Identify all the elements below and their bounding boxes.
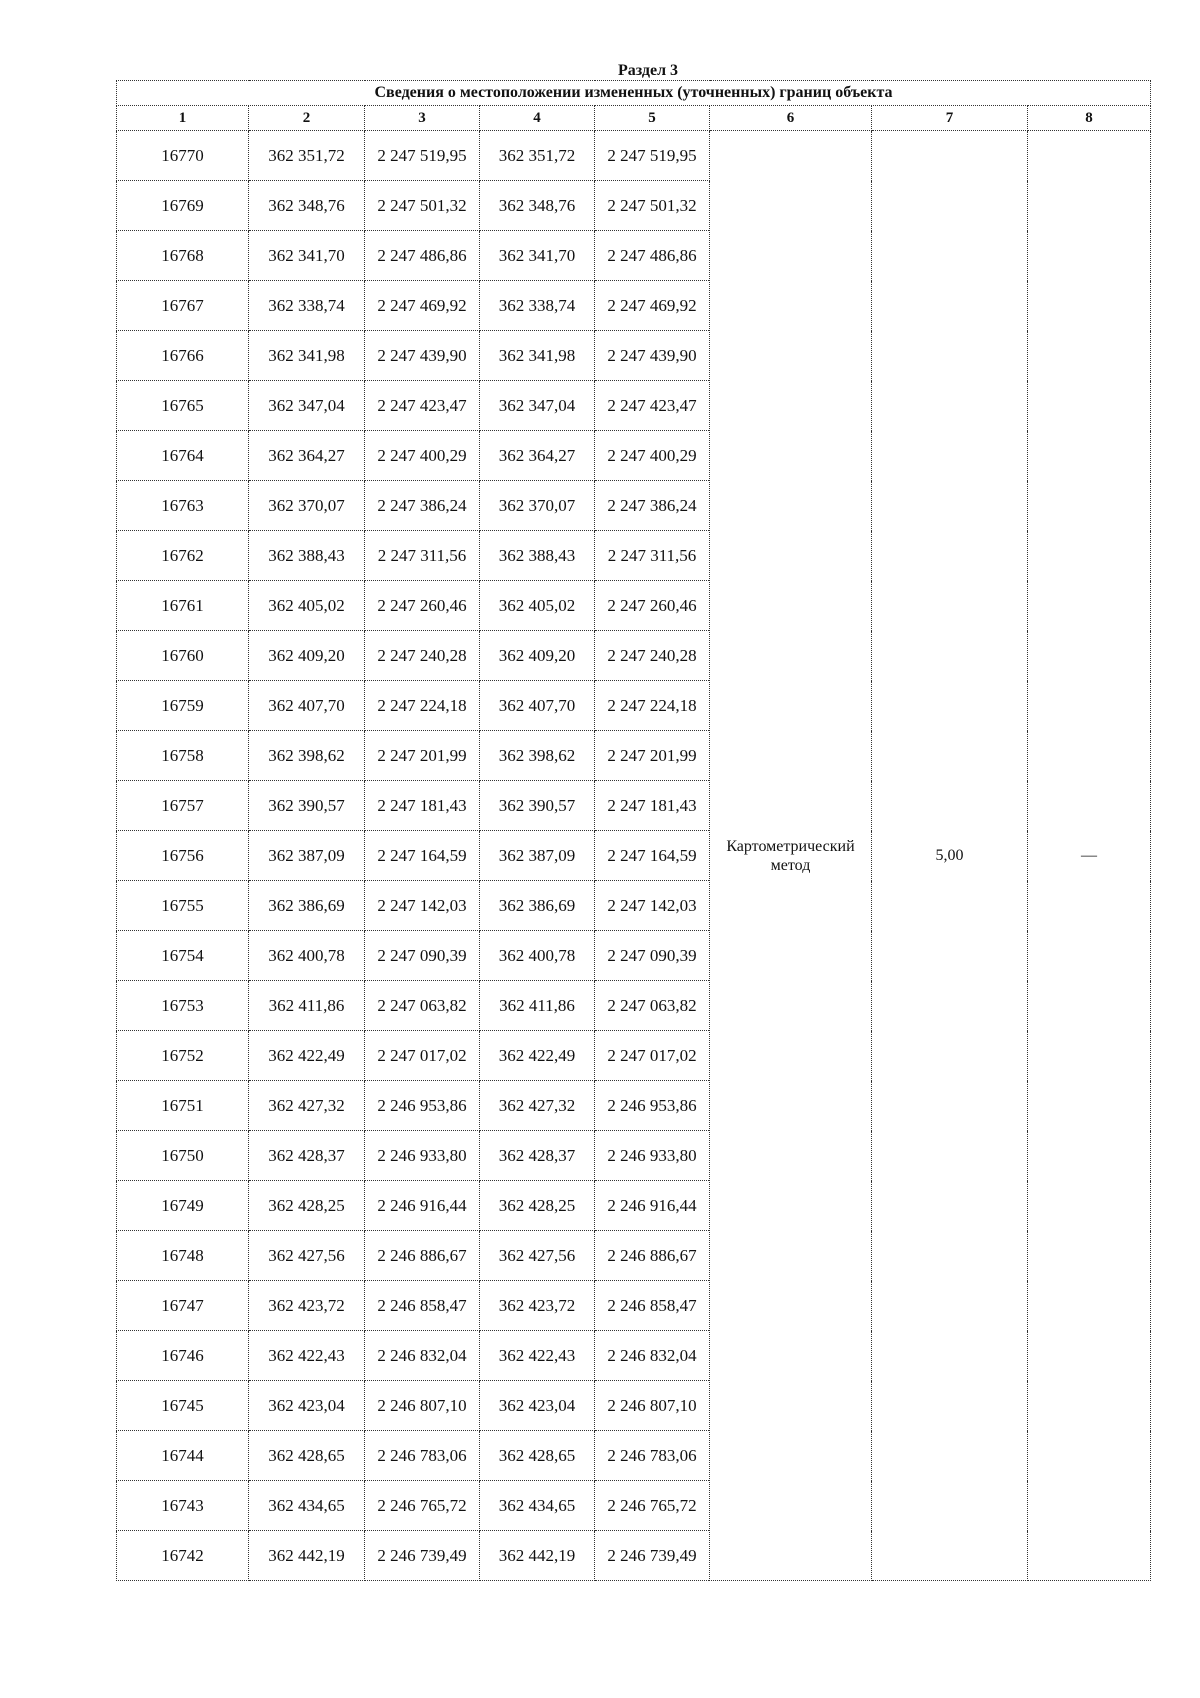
y-coordinate-cell: 2 247 017,02 xyxy=(595,1031,710,1081)
y-coordinate-cell: 2 247 469,92 xyxy=(365,281,480,331)
column-number: 5 xyxy=(595,106,710,131)
x-coordinate-cell: 362 370,07 xyxy=(249,481,365,531)
section-title: Раздел 3 xyxy=(617,62,679,79)
x-coordinate-cell: 362 387,09 xyxy=(249,831,365,881)
y-coordinate-cell: 2 247 224,18 xyxy=(595,681,710,731)
x-coordinate-cell: 362 428,25 xyxy=(249,1181,365,1231)
y-coordinate-cell: 2 247 423,47 xyxy=(595,381,710,431)
y-coordinate-cell: 2 247 017,02 xyxy=(365,1031,480,1081)
y-coordinate-cell: 2 246 953,86 xyxy=(365,1081,480,1131)
y-coordinate-cell: 2 246 807,10 xyxy=(595,1381,710,1431)
y-coordinate-cell: 2 246 916,44 xyxy=(365,1181,480,1231)
x-coordinate-cell: 362 411,86 xyxy=(480,981,595,1031)
y-coordinate-cell: 2 247 486,86 xyxy=(595,231,710,281)
method-text xyxy=(726,837,854,875)
x-coordinate-cell: 362 348,76 xyxy=(480,181,595,231)
x-coordinate-cell: 362 427,32 xyxy=(480,1081,595,1131)
x-coordinate-cell: 362 434,65 xyxy=(249,1481,365,1531)
y-coordinate-cell: 2 247 400,29 xyxy=(365,431,480,481)
point-number-cell: 16751 xyxy=(117,1081,249,1131)
point-number-cell: 16769 xyxy=(117,181,249,231)
y-coordinate-cell: 2 247 501,32 xyxy=(365,181,480,231)
y-coordinate-cell: 2 246 739,49 xyxy=(595,1531,710,1581)
point-number-cell: 16754 xyxy=(117,931,249,981)
y-coordinate-cell: 2 247 486,86 xyxy=(365,231,480,281)
column-number: 2 xyxy=(249,106,365,131)
y-coordinate-cell: 2 247 063,82 xyxy=(365,981,480,1031)
y-coordinate-cell: 2 246 886,67 xyxy=(595,1231,710,1281)
column-number: 7 xyxy=(872,106,1028,131)
x-coordinate-cell: 362 427,56 xyxy=(480,1231,595,1281)
x-coordinate-cell: 362 351,72 xyxy=(480,131,595,181)
y-coordinate-cell: 2 247 240,28 xyxy=(365,631,480,681)
y-coordinate-cell: 2 246 858,47 xyxy=(595,1281,710,1331)
table-caption: Сведения о местоположении измененных (уточненных) границ объекта xyxy=(117,81,1151,106)
x-coordinate-cell: 362 400,78 xyxy=(249,931,365,981)
x-coordinate-cell: 362 405,02 xyxy=(249,581,365,631)
y-coordinate-cell: 2 247 439,90 xyxy=(595,331,710,381)
y-coordinate-cell: 2 247 519,95 xyxy=(365,131,480,181)
x-coordinate-cell: 362 364,27 xyxy=(480,431,595,481)
x-coordinate-cell: 362 398,62 xyxy=(480,731,595,781)
x-coordinate-cell: 362 423,04 xyxy=(480,1381,595,1431)
y-coordinate-cell: 2 247 439,90 xyxy=(365,331,480,381)
point-number-cell: 16767 xyxy=(117,281,249,331)
point-number-cell: 16764 xyxy=(117,431,249,481)
point-number-cell: 16752 xyxy=(117,1031,249,1081)
x-coordinate-cell: 362 411,86 xyxy=(249,981,365,1031)
x-coordinate-cell: 362 387,09 xyxy=(480,831,595,881)
x-coordinate-cell: 362 405,02 xyxy=(480,581,595,631)
y-coordinate-cell: 2 247 201,99 xyxy=(595,731,710,781)
x-coordinate-cell: 362 428,25 xyxy=(480,1181,595,1231)
y-coordinate-cell: 2 246 933,80 xyxy=(365,1131,480,1181)
point-number-cell: 16748 xyxy=(117,1231,249,1281)
y-coordinate-cell: 2 247 519,95 xyxy=(595,131,710,181)
column-number: 4 xyxy=(480,106,595,131)
x-coordinate-cell: 362 341,70 xyxy=(249,231,365,281)
x-coordinate-cell: 362 370,07 xyxy=(480,481,595,531)
y-coordinate-cell: 2 246 832,04 xyxy=(365,1331,480,1381)
y-coordinate-cell: 2 247 423,47 xyxy=(365,381,480,431)
x-coordinate-cell: 362 347,04 xyxy=(480,381,595,431)
y-coordinate-cell: 2 246 807,10 xyxy=(365,1381,480,1431)
x-coordinate-cell: 362 422,43 xyxy=(480,1331,595,1381)
y-coordinate-cell: 2 247 142,03 xyxy=(595,881,710,931)
y-coordinate-cell: 2 246 858,47 xyxy=(365,1281,480,1331)
point-number-cell: 16755 xyxy=(117,881,249,931)
point-number-cell: 16760 xyxy=(117,631,249,681)
point-number-cell: 16770 xyxy=(117,131,249,181)
y-coordinate-cell: 2 247 501,32 xyxy=(595,181,710,231)
y-coordinate-cell: 2 247 142,03 xyxy=(365,881,480,931)
point-number-cell: 16745 xyxy=(117,1381,249,1431)
x-coordinate-cell: 362 428,65 xyxy=(249,1431,365,1481)
x-coordinate-cell: 362 407,70 xyxy=(480,681,595,731)
y-coordinate-cell: 2 247 240,28 xyxy=(595,631,710,681)
x-coordinate-cell: 362 390,57 xyxy=(480,781,595,831)
x-coordinate-cell: 362 341,70 xyxy=(480,231,595,281)
point-number-cell: 16750 xyxy=(117,1131,249,1181)
x-coordinate-cell: 362 422,43 xyxy=(249,1331,365,1381)
column-number: 1 xyxy=(117,106,249,131)
point-number-cell: 16758 xyxy=(117,731,249,781)
point-number-cell: 16756 xyxy=(117,831,249,881)
y-coordinate-cell: 2 247 224,18 xyxy=(365,681,480,731)
y-coordinate-cell: 2 247 090,39 xyxy=(365,931,480,981)
accuracy-cell: 5,00 xyxy=(872,131,1028,1581)
point-number-cell: 16763 xyxy=(117,481,249,531)
y-coordinate-cell: 2 247 090,39 xyxy=(595,931,710,981)
x-coordinate-cell: 362 422,49 xyxy=(249,1031,365,1081)
y-coordinate-cell: 2 247 386,24 xyxy=(595,481,710,531)
point-number-cell: 16753 xyxy=(117,981,249,1031)
x-coordinate-cell: 362 428,65 xyxy=(480,1431,595,1481)
x-coordinate-cell: 362 442,19 xyxy=(480,1531,595,1581)
x-coordinate-cell: 362 390,57 xyxy=(249,781,365,831)
x-coordinate-cell: 362 442,19 xyxy=(249,1531,365,1581)
column-8-cell: — xyxy=(1028,131,1151,1581)
x-coordinate-cell: 362 338,74 xyxy=(249,281,365,331)
y-coordinate-cell: 2 247 386,24 xyxy=(365,481,480,531)
y-coordinate-cell: 2 246 953,86 xyxy=(595,1081,710,1131)
x-coordinate-cell: 362 428,37 xyxy=(480,1131,595,1181)
y-coordinate-cell: 2 247 164,59 xyxy=(365,831,480,881)
column-number: 3 xyxy=(365,106,480,131)
point-number-cell: 16742 xyxy=(117,1531,249,1581)
y-coordinate-cell: 2 246 933,80 xyxy=(595,1131,710,1181)
x-coordinate-cell: 362 407,70 xyxy=(249,681,365,731)
x-coordinate-cell: 362 422,49 xyxy=(480,1031,595,1081)
x-coordinate-cell: 362 341,98 xyxy=(249,331,365,381)
point-number-cell: 16744 xyxy=(117,1431,249,1481)
y-coordinate-cell: 2 247 311,56 xyxy=(595,531,710,581)
x-coordinate-cell: 362 423,72 xyxy=(480,1281,595,1331)
x-coordinate-cell: 362 388,43 xyxy=(480,531,595,581)
y-coordinate-cell: 2 247 260,46 xyxy=(595,581,710,631)
y-coordinate-cell: 2 247 181,43 xyxy=(595,781,710,831)
y-coordinate-cell: 2 247 201,99 xyxy=(365,731,480,781)
y-coordinate-cell: 2 246 765,72 xyxy=(365,1481,480,1531)
y-coordinate-cell: 2 247 260,46 xyxy=(365,581,480,631)
y-coordinate-cell: 2 246 739,49 xyxy=(365,1531,480,1581)
x-coordinate-cell: 362 386,69 xyxy=(480,881,595,931)
x-coordinate-cell: 362 338,74 xyxy=(480,281,595,331)
y-coordinate-cell: 2 247 063,82 xyxy=(595,981,710,1031)
point-number-cell: 16757 xyxy=(117,781,249,831)
point-number-cell: 16766 xyxy=(117,331,249,381)
x-coordinate-cell: 362 400,78 xyxy=(480,931,595,981)
y-coordinate-cell: 2 247 164,59 xyxy=(595,831,710,881)
method-line: метод xyxy=(770,856,811,874)
x-coordinate-cell: 362 364,27 xyxy=(249,431,365,481)
table-body xyxy=(117,131,1151,1581)
method-cell xyxy=(710,131,872,1581)
method-line: Картометрический xyxy=(726,837,855,855)
point-number-cell: 16768 xyxy=(117,231,249,281)
y-coordinate-cell: 2 247 311,56 xyxy=(365,531,480,581)
y-coordinate-cell: 2 246 832,04 xyxy=(595,1331,710,1381)
x-coordinate-cell: 362 348,76 xyxy=(249,181,365,231)
x-coordinate-cell: 362 386,69 xyxy=(249,881,365,931)
x-coordinate-cell: 362 351,72 xyxy=(249,131,365,181)
y-coordinate-cell: 2 247 469,92 xyxy=(595,281,710,331)
x-coordinate-cell: 362 427,56 xyxy=(249,1231,365,1281)
y-coordinate-cell: 2 246 783,06 xyxy=(365,1431,480,1481)
x-coordinate-cell: 362 388,43 xyxy=(249,531,365,581)
x-coordinate-cell: 362 347,04 xyxy=(249,381,365,431)
point-number-cell: 16762 xyxy=(117,531,249,581)
y-coordinate-cell: 2 246 783,06 xyxy=(595,1431,710,1481)
x-coordinate-cell: 362 423,04 xyxy=(249,1381,365,1431)
y-coordinate-cell: 2 246 765,72 xyxy=(595,1481,710,1531)
column-number: 6 xyxy=(710,106,872,131)
x-coordinate-cell: 362 423,72 xyxy=(249,1281,365,1331)
x-coordinate-cell: 362 341,98 xyxy=(480,331,595,381)
point-number-cell: 16747 xyxy=(117,1281,249,1331)
point-number-cell: 16746 xyxy=(117,1331,249,1381)
coordinates-table xyxy=(116,80,1151,1581)
column-number-row xyxy=(117,106,1151,131)
point-number-cell: 16759 xyxy=(117,681,249,731)
x-coordinate-cell: 362 427,32 xyxy=(249,1081,365,1131)
x-coordinate-cell: 362 434,65 xyxy=(480,1481,595,1531)
point-number-cell: 16743 xyxy=(117,1481,249,1531)
point-number-cell: 16761 xyxy=(117,581,249,631)
x-coordinate-cell: 362 409,20 xyxy=(249,631,365,681)
x-coordinate-cell: 362 398,62 xyxy=(249,731,365,781)
column-number: 8 xyxy=(1028,106,1151,131)
point-number-cell: 16765 xyxy=(117,381,249,431)
y-coordinate-cell: 2 247 181,43 xyxy=(365,781,480,831)
y-coordinate-cell: 2 247 400,29 xyxy=(595,431,710,481)
x-coordinate-cell: 362 409,20 xyxy=(480,631,595,681)
table-row xyxy=(117,131,1151,181)
point-number-cell: 16749 xyxy=(117,1181,249,1231)
x-coordinate-cell: 362 428,37 xyxy=(249,1131,365,1181)
y-coordinate-cell: 2 246 886,67 xyxy=(365,1231,480,1281)
y-coordinate-cell: 2 246 916,44 xyxy=(595,1181,710,1231)
